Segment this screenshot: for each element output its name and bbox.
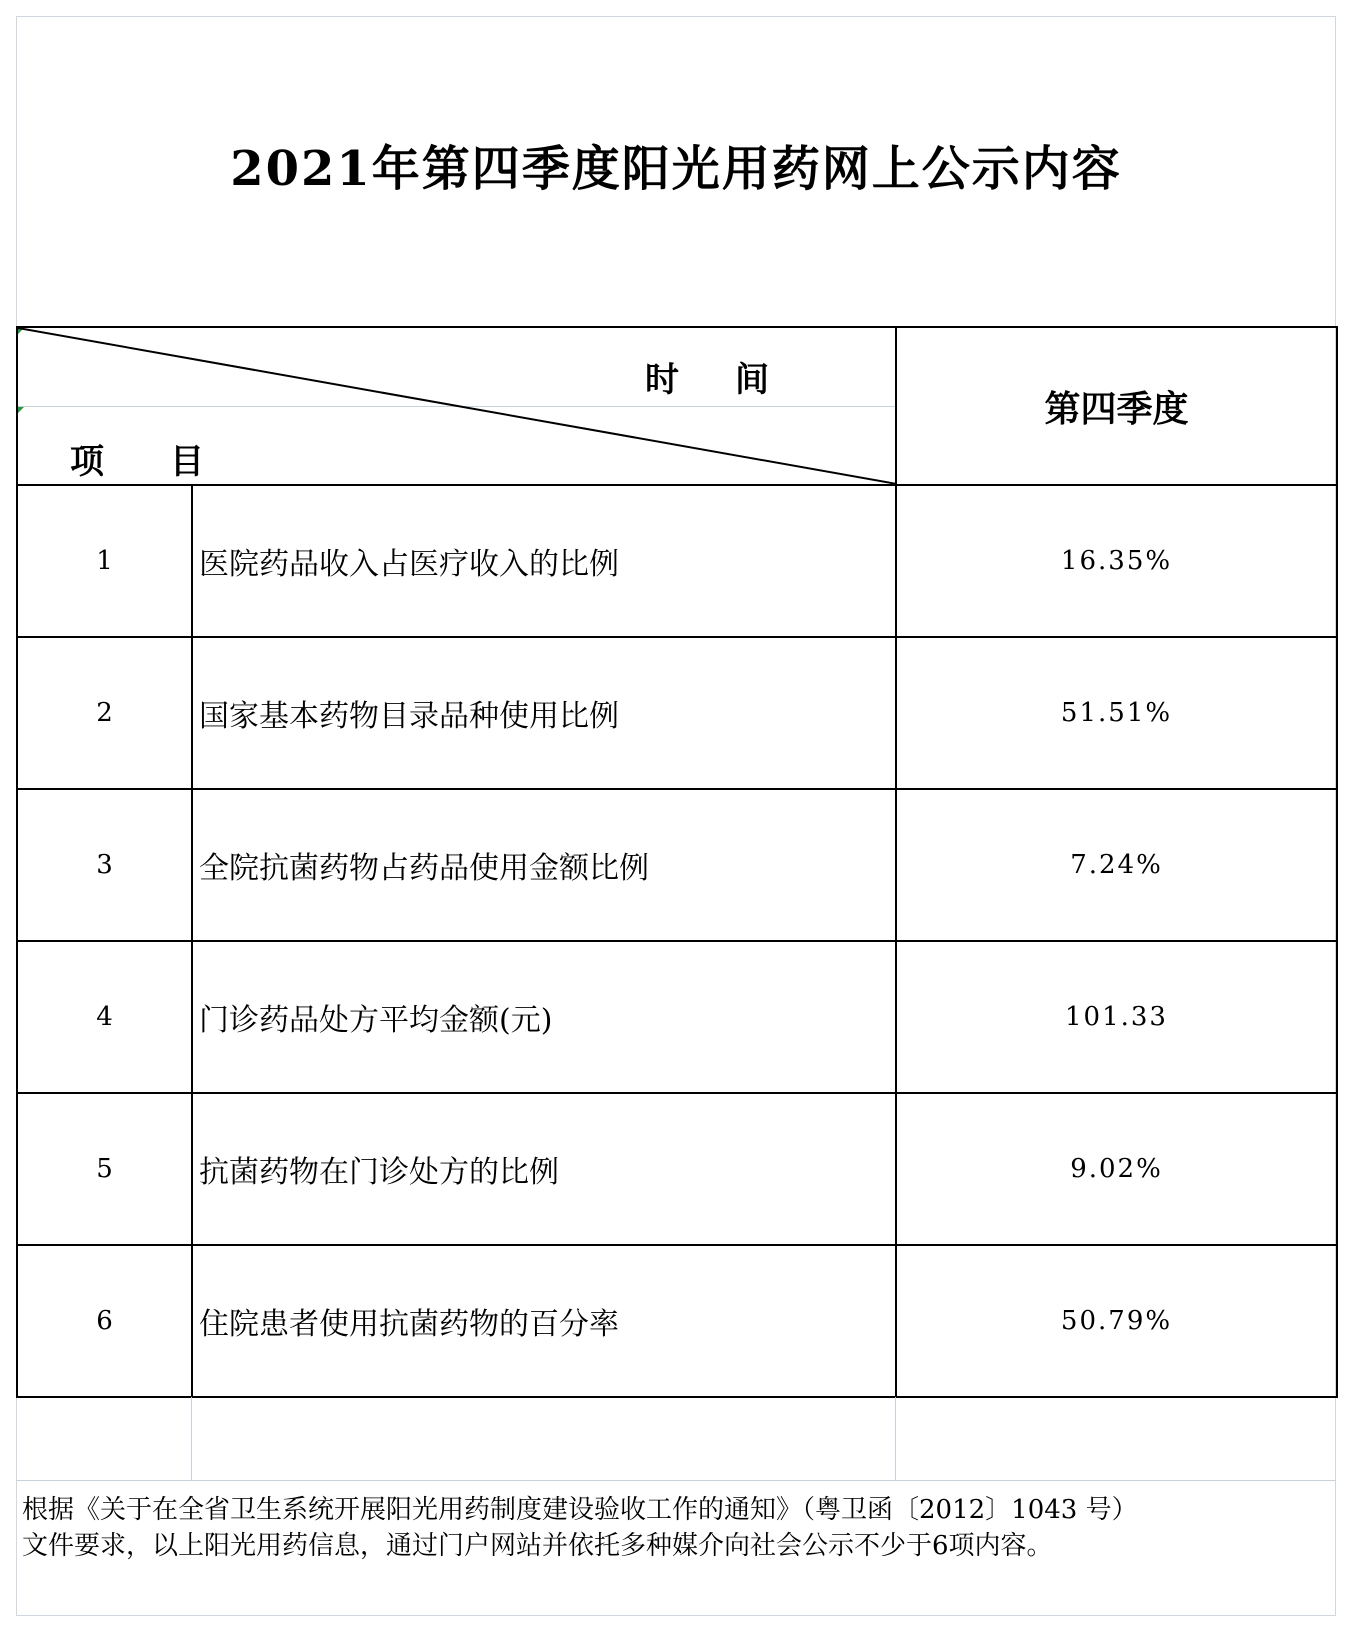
row-value: 101.33 — [896, 941, 1337, 1093]
row-item: 医院药品收入占医疗收入的比例 — [192, 485, 896, 637]
grid-line — [191, 1397, 192, 1481]
grid-line — [895, 1397, 896, 1481]
row-value: 7.24% — [896, 789, 1337, 941]
row-number: 6 — [17, 1245, 192, 1397]
row-item: 抗菌药物在门诊处方的比例 — [192, 1093, 896, 1245]
row-value: 51.51% — [896, 637, 1337, 789]
diagonal-header-cell — [17, 327, 896, 485]
footnote — [22, 1492, 1322, 1564]
table-row — [17, 485, 1337, 637]
row-item: 国家基本药物目录品种使用比例 — [192, 637, 896, 789]
page-title: 2021年第四季度阳光用药网上公示内容 — [230, 141, 1122, 197]
table-row — [17, 637, 1337, 789]
footnote-line: 文件要求，以上阳光用药信息，通过门户网站并依托多种媒介向社会公示不少于6项内容。 — [22, 1531, 1053, 1561]
row-number: 2 — [17, 637, 192, 789]
disclosure-table — [16, 326, 1338, 1398]
row-item: 门诊药品处方平均金额(元) — [192, 941, 896, 1093]
grid-line — [16, 1480, 1336, 1481]
time-header-label: 时间 — [645, 360, 825, 400]
table-row — [17, 789, 1337, 941]
row-number: 3 — [17, 789, 192, 941]
row-value: 16.35% — [896, 485, 1337, 637]
table-row — [17, 941, 1337, 1093]
quarter-header-cell: 第四季度 — [896, 327, 1337, 485]
row-number: 1 — [17, 485, 192, 637]
row-item: 全院抗菌药物占药品使用金额比例 — [192, 789, 896, 941]
row-number: 5 — [17, 1093, 192, 1245]
row-value: 9.02% — [896, 1093, 1337, 1245]
table-row — [17, 1245, 1337, 1397]
empty-grid-row — [16, 1397, 1336, 1481]
table-header-row — [17, 327, 1337, 485]
footnote-line: 根据《关于在全省卫生系统开展阳光用药制度建设验收工作的通知》（粤卫函〔2012〕1043 号） — [22, 1495, 1138, 1525]
row-number: 4 — [17, 941, 192, 1093]
table-row — [17, 1093, 1337, 1245]
row-value: 50.79% — [896, 1245, 1337, 1397]
row-item: 住院患者使用抗菌药物的百分率 — [192, 1245, 896, 1397]
item-header-label: 项目 — [70, 442, 270, 482]
